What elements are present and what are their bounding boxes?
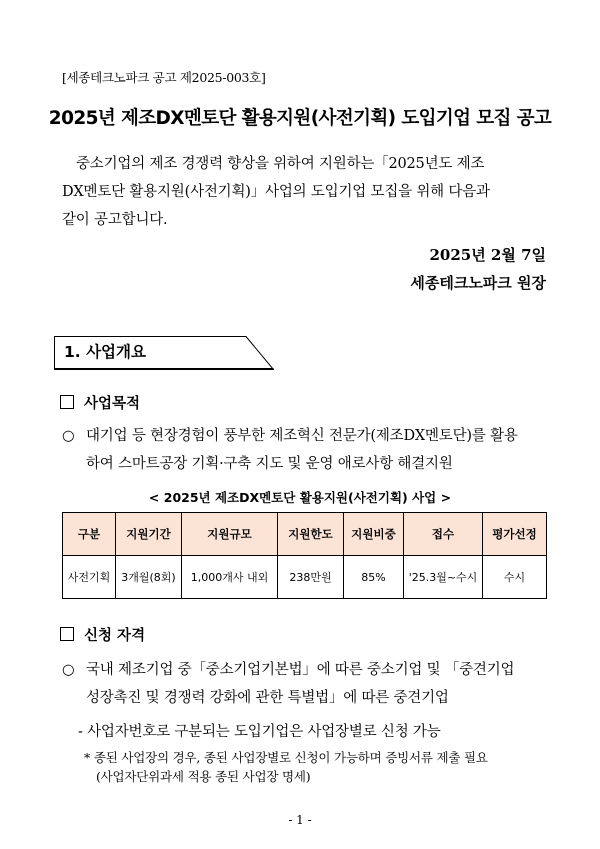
page-number: - 1 - [288,813,312,827]
subheading-purpose [60,392,140,413]
table-header-row [63,513,547,556]
purpose-line-2: 하여 스마트공장 기획·구축 지도 및 운영 애로사항 해결지원 [86,456,453,472]
table-cell: 85% [344,556,404,599]
checkbox-square-icon [60,627,74,641]
table-cell: 238만원 [278,556,344,599]
intro-paragraph [62,150,547,234]
eligibility-line-2: 성장촉진 및 경쟁력 강화에 관한 특별법」에 따른 중견기업 [86,690,449,706]
table-header-cell: 평가선정 [483,513,547,556]
table-cell: 3개월(8회) [116,556,182,599]
purpose-line-1: 대기업 등 현장경험이 풍부한 제조혁신 전문가(제조DX멘토단)를 활용 [86,428,518,444]
eligibility-bullet [62,656,550,712]
announcement-reference: [세종테크노파크 공고 제2025-003호] [62,70,266,85]
table-cell: 사전기획 [63,556,116,599]
table-row [63,556,547,599]
table-cell: 수시 [483,556,547,599]
intro-line-3: 같이 공고합니다. [62,212,168,228]
table-header-cell: 접수 [404,513,483,556]
checkbox-square-icon [60,395,74,409]
table-header-cell: 지원한도 [278,513,344,556]
issuer-name: 세종테크노파크 원장 [410,274,546,292]
table-header-cell: 지원비중 [344,513,404,556]
section-heading-1 [54,336,274,374]
intro-line-2: DX멘토단 활용지원(사전기획)」사업의 도입기업 모집을 위해 다음과 [62,184,490,200]
subheading-purpose-label: 사업목적 [84,396,141,412]
table-header-cell: 지원기간 [116,513,182,556]
table-header-cell: 지원규모 [182,513,278,556]
announcement-date: 2025년 2월 7일 [429,246,546,264]
circle-bullet-icon: ○ [62,428,75,444]
table-cell: 1,000개사 내외 [182,556,278,599]
eligibility-line-1: 국내 제조기업 중「중소기업기본법」에 따른 중소기업 및 「중견기업 [86,662,515,678]
table-cell: '25.3월~수시 [404,556,483,599]
note-line-2: (사업자단위과세 적용 종된 사업장 명세) [96,769,311,784]
purpose-bullet [62,422,550,478]
intro-line-1: 중소기업의 제조 경쟁력 향상을 위하여 지원하는「2025년도 제조 [76,156,485,172]
subheading-eligibility [60,624,145,645]
circle-bullet-icon: ○ [62,662,75,678]
eligibility-dash-item: - 사업자번호로 구분되는 도입기업은 사업장별로 신청 가능 [78,724,441,740]
subheading-eligibility-label: 신청 자격 [84,628,146,644]
section-heading-label: 1. 사업개요 [64,343,146,361]
table-caption: < 2025년 제조DX멘토단 활용지원(사전기획) 사업 > [148,490,452,505]
note-line-1: * 종된 사업장의 경우, 종된 사업장별로 신청이 가능하며 증빙서류 제출 필요 [84,750,488,765]
eligibility-note [84,748,488,786]
support-program-table [62,512,547,599]
table-header-cell: 구분 [63,513,116,556]
document-title: 2025년 제조DX멘토단 활용지원(사전기획) 도입기업 모집 공고 [48,108,552,129]
